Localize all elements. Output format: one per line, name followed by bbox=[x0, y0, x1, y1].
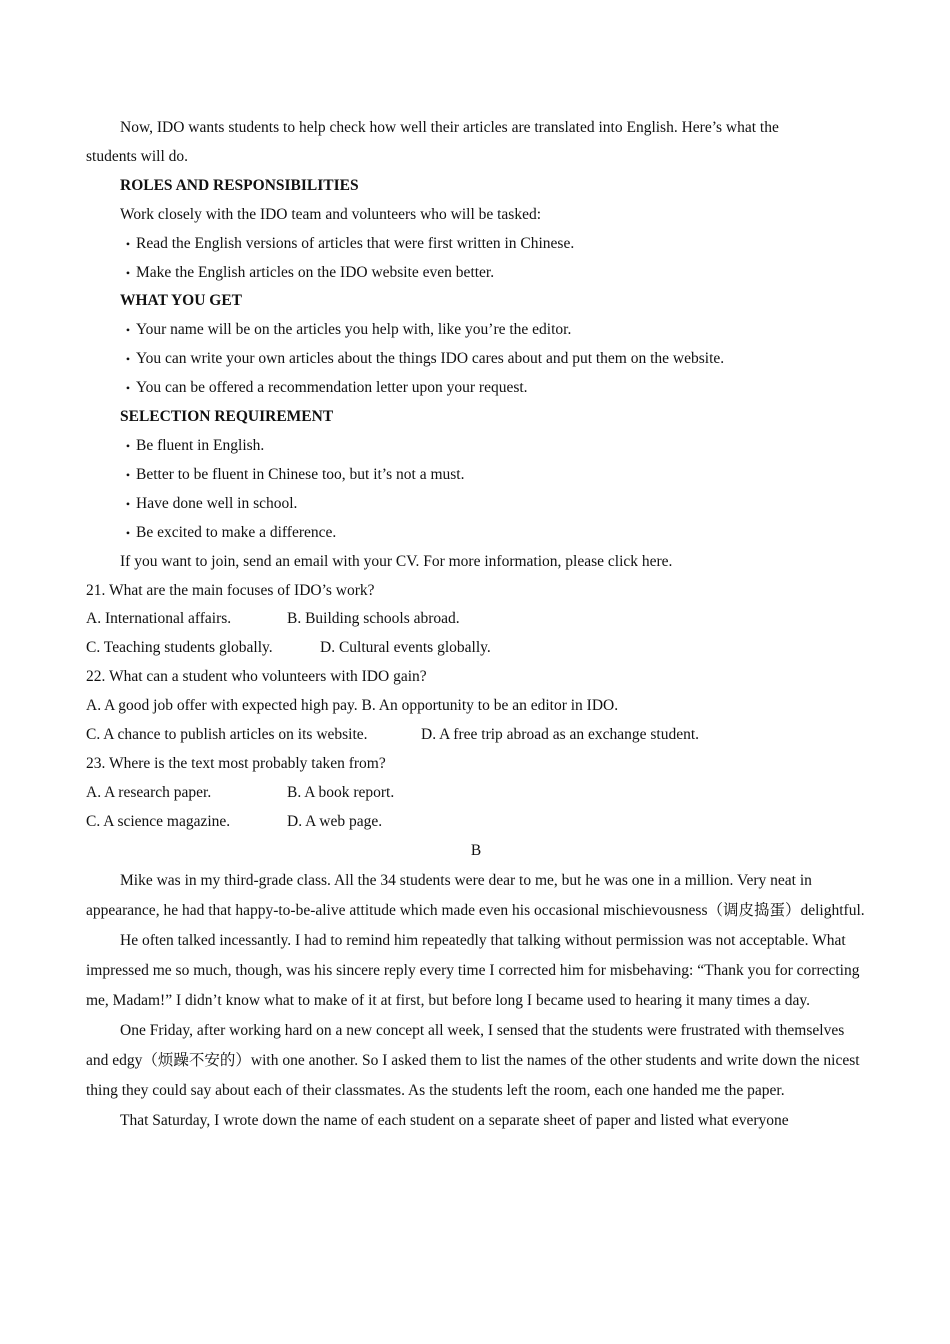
roles-heading: ROLES AND RESPONSIBILITIES bbox=[120, 176, 359, 194]
benefits-item: • You can write your own articles about the things IDO cares about and put them on the website. bbox=[86, 345, 866, 374]
passage-paragraph: That Saturday, I wrote down the name of each student on a separate sheet of paper and listed what everyone bbox=[120, 1111, 789, 1129]
option-row bbox=[86, 634, 866, 663]
roles-lead: Work closely with the IDO team and volunteers who will be tasked: bbox=[120, 205, 542, 223]
roles-item: • Make the English articles on the IDO website even better. bbox=[86, 259, 866, 288]
option-a: A. A research paper. bbox=[86, 783, 212, 801]
option-row bbox=[86, 692, 866, 721]
intro-paragraph bbox=[86, 114, 866, 172]
option-row bbox=[86, 779, 866, 808]
requirement-heading: SELECTION REQUIREMENT bbox=[120, 408, 334, 426]
option-d: D. A free trip abroad as an exchange student. bbox=[421, 726, 700, 744]
option-c: C. A chance to publish articles on its website. bbox=[86, 726, 368, 744]
option-b: B. Building schools abroad. bbox=[287, 610, 460, 628]
option-c: C. Teaching students globally. bbox=[86, 639, 273, 657]
option-row bbox=[86, 721, 866, 750]
question-stem: 22. What can a student who volunteers with IDO gain? bbox=[86, 668, 427, 686]
passage-paragraph: He often talked incessantly. I had to remind him repeatedly that talking without permission was not acceptable. What impressed me so much, though, was his sincere reply every time I corrected him for misbehaving: “Thank you for correcting me, Madam!” I didn’t know what to make of it at first, but before long I became used to hearing it many times a day. bbox=[86, 931, 860, 1009]
option-c: C. A science magazine. bbox=[86, 812, 231, 830]
option-d: D. Cultural events globally. bbox=[320, 639, 491, 657]
passage-paragraph: One Friday, after working hard on a new concept all week, I sensed that the students were frustrated with themselves and edgy（烦躁不安的）with one another. So I asked them to list the names of the other students and write down the nicest thing they could say about each of their classmates. As the students left the room, each one handed me the paper. bbox=[86, 1021, 860, 1099]
requirement-item: • Have done well in school. bbox=[86, 490, 866, 519]
join-instructions: If you want to join, send an email with your CV. For more information, please click here. bbox=[120, 552, 673, 570]
question-stem: 23. Where is the text most probably taken from? bbox=[86, 754, 386, 772]
intro-line-2: students will do. bbox=[86, 147, 189, 165]
benefits-section bbox=[86, 287, 866, 403]
question-22 bbox=[86, 663, 866, 750]
question-21 bbox=[86, 577, 866, 664]
section-b-passage bbox=[86, 866, 866, 1136]
benefits-item: • You can be offered a recommendation letter upon your request. bbox=[86, 374, 866, 403]
requirement-section bbox=[86, 403, 866, 548]
requirement-item: • Be excited to make a difference. bbox=[86, 519, 866, 548]
passage-paragraph: Mike was in my third-grade class. All the 34 students were dear to me, but he was one in a million. Very neat in appearance, he had that happy-to-be-alive attitude which made even his occasional mischievousness（调皮捣蛋）delightful. bbox=[86, 871, 865, 919]
question-stem: 21. What are the main focuses of IDO’s work? bbox=[86, 581, 375, 599]
option-d: D. A web page. bbox=[287, 812, 383, 830]
requirement-item: • Better to be fluent in Chinese too, but it’s not a must. bbox=[86, 461, 866, 490]
page-content bbox=[86, 114, 866, 1136]
option-a: A. A good job offer with expected high pay. bbox=[86, 697, 358, 715]
option-a: A. International affairs. bbox=[86, 610, 232, 628]
benefits-item: • Your name will be on the articles you help with, like you’re the editor. bbox=[86, 316, 866, 345]
section-b-label: B bbox=[470, 841, 482, 859]
option-b: B. A book report. bbox=[287, 783, 395, 801]
option-row bbox=[86, 808, 866, 837]
benefits-heading: WHAT YOU GET bbox=[120, 292, 243, 310]
roles-section bbox=[86, 172, 866, 288]
requirement-item: • Be fluent in English. bbox=[86, 432, 866, 461]
option-row bbox=[86, 605, 866, 634]
intro-line-1: Now, IDO wants students to help check how well their articles are translated into English. Here’s what the bbox=[120, 119, 779, 136]
roles-item: • Read the English versions of articles that were first written in Chinese. bbox=[86, 230, 866, 259]
option-b: B. An opportunity to be an editor in IDO. bbox=[361, 697, 619, 715]
question-23 bbox=[86, 750, 866, 837]
